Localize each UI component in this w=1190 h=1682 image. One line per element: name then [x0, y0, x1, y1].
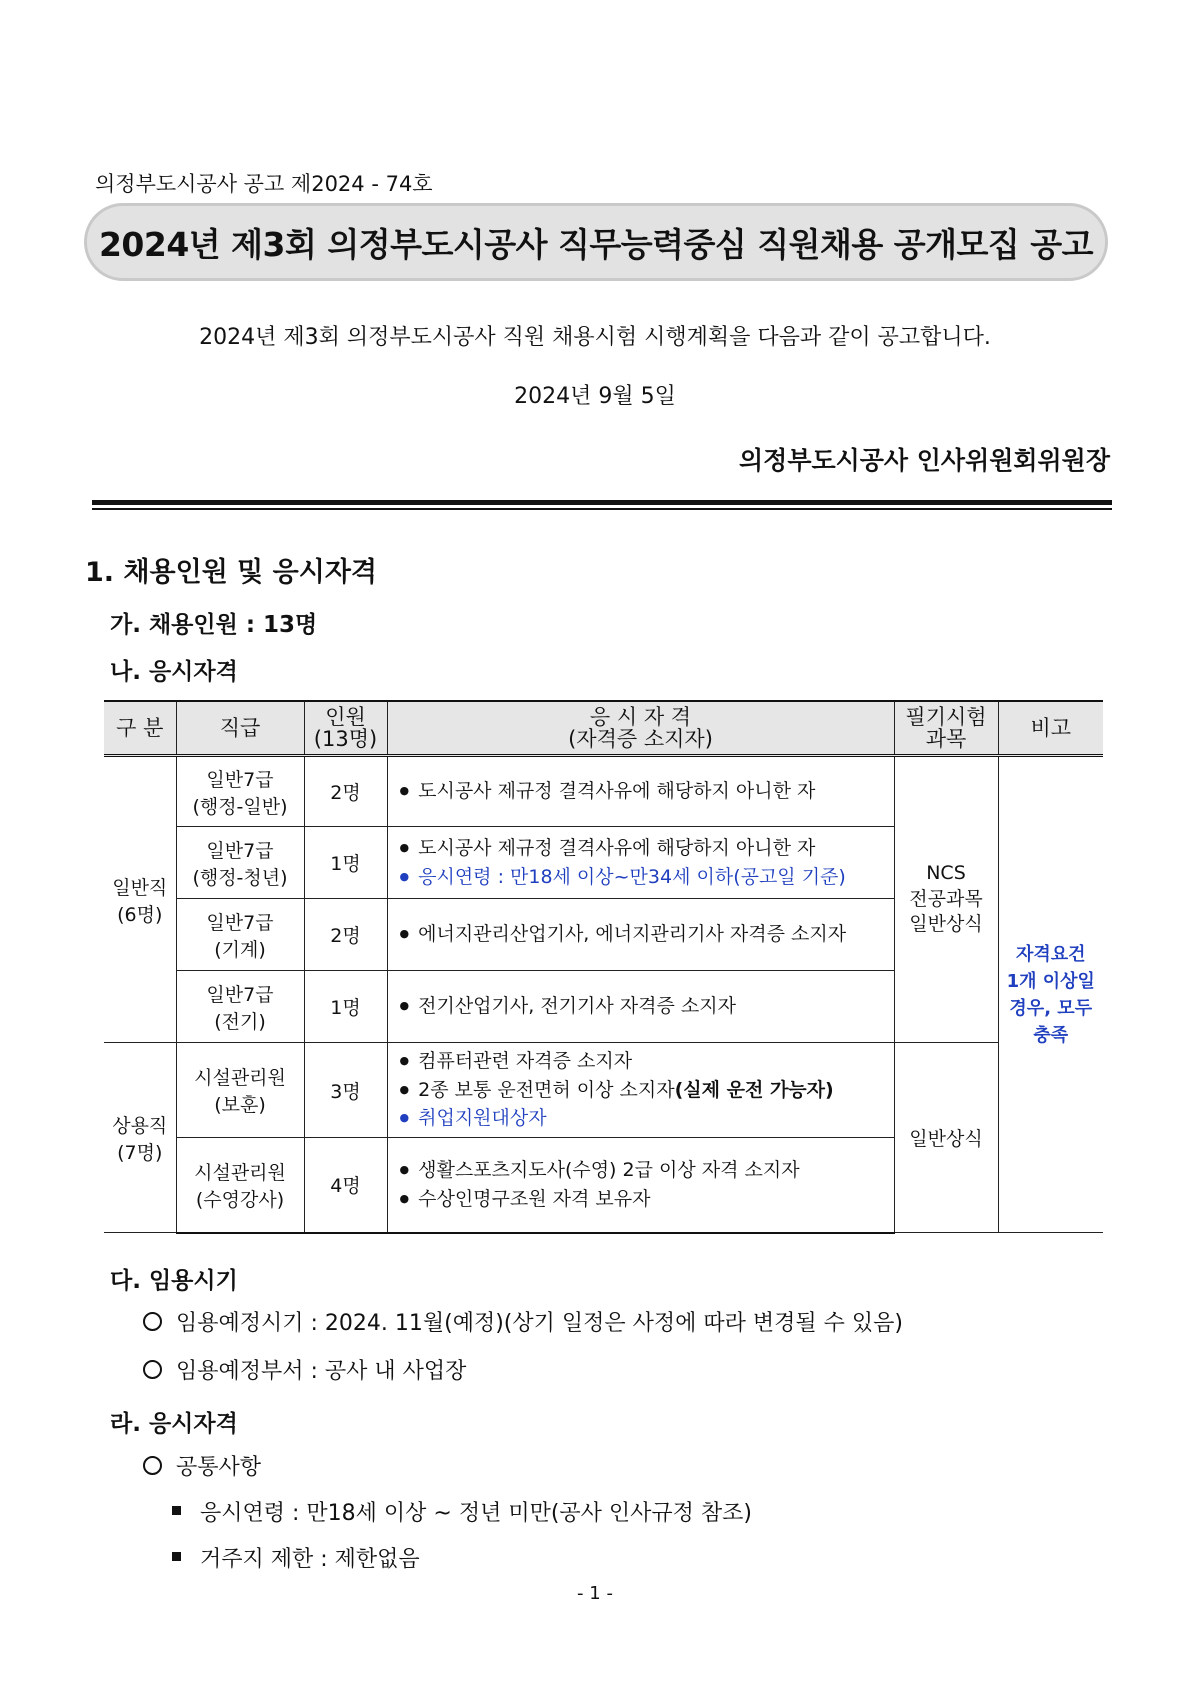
group-contract-line1: 상용직	[112, 1114, 168, 1137]
header-exam	[894, 701, 998, 756]
grade-line2: (전기)	[214, 1010, 266, 1033]
qualification-item: ● 도시공사 제규정 결격사유에 해당하지 아니한 자	[400, 777, 894, 806]
header-count	[304, 701, 387, 756]
qualification-cell	[387, 827, 894, 899]
grade-line1: 시설관리원	[194, 1161, 286, 1184]
age-requirement: 응시연령 : 만18세 이상 ~ 정년 미만(공사 인사규정 참조)	[200, 1501, 752, 1526]
circle-bullet-icon	[143, 1456, 162, 1475]
grade-line2: (행정-일반)	[192, 795, 288, 818]
notice-date: 2024년 9월 5일	[514, 384, 676, 409]
grade-cell	[176, 1138, 304, 1233]
exam-contract: 일반상식	[894, 1043, 998, 1233]
remark-line1: 자격요건	[1015, 943, 1086, 965]
grade-line1: 일반7급	[206, 983, 274, 1006]
section-na-title: 나. 응시자격	[110, 659, 238, 685]
divider-thin	[92, 508, 1112, 510]
header-qual-line1: 응 시 자 격	[589, 704, 692, 729]
grade-cell	[176, 827, 304, 899]
residence-requirement: 거주지 제한 : 제한없음	[200, 1547, 420, 1572]
common-requirements: 공통사항	[176, 1455, 262, 1480]
table-row	[104, 756, 1103, 827]
grade-line1: 일반7급	[206, 768, 274, 791]
notice-number: 의정부도시공사 공고 제2024 - 74호	[95, 172, 433, 196]
count-cell: 2명	[304, 756, 387, 827]
remark-line3: 경우, 모두	[1009, 997, 1093, 1019]
grade-line2: (행정-청년)	[192, 866, 288, 889]
section-1-title: 1. 채용인원 및 응시자격	[85, 557, 377, 588]
grade-cell	[176, 756, 304, 827]
header-exam-line1: 필기시험	[905, 704, 987, 729]
section-ra-title: 라. 응시자격	[110, 1411, 238, 1437]
count-cell: 3명	[304, 1043, 387, 1138]
qualification-cell	[387, 1043, 894, 1138]
qualification-cell	[387, 1138, 894, 1233]
license-bold-note: (실제 운전 가능자)	[674, 1078, 834, 1101]
group-general-line1: 일반직	[112, 876, 168, 899]
qualification-cell	[387, 899, 894, 971]
qualification-item-license	[400, 1076, 894, 1105]
exam-general-line3: 일반상식	[909, 913, 983, 936]
section-da-title: 다. 임용시기	[110, 1268, 238, 1294]
remark-cell	[998, 756, 1103, 1233]
grade-cell	[176, 899, 304, 971]
group-general-line2: (6명)	[117, 903, 163, 926]
header-qual-line2: (자격증 소지자)	[568, 727, 713, 751]
header-exam-line2: 과목	[925, 727, 967, 751]
header-count-line2: (13명)	[313, 727, 378, 751]
qualification-item-age: ● 응시연령 : 만18세 이상~만34세 이하(공고일 기준)	[400, 863, 894, 892]
qualification-table	[104, 700, 1103, 1234]
qualification-item: ● 수상인명구조원 자격 보유자	[400, 1185, 894, 1214]
grade-cell	[176, 971, 304, 1043]
square-bullet-icon	[172, 1552, 181, 1561]
remark-line2: 1개 이상일	[1006, 970, 1095, 992]
divider-thick	[92, 500, 1112, 505]
intro-text: 2024년 제3회 의정부도시공사 직원 채용시험 시행계획을 다음과 같이 공고합니다.	[199, 325, 991, 350]
count-cell: 4명	[304, 1138, 387, 1233]
qualification-item: ● 생활스포츠지도사(수영) 2급 이상 자격 소지자	[400, 1156, 894, 1185]
header-remark: 비고	[998, 701, 1103, 756]
appointment-department: 임용예정부서 : 공사 내 사업장	[176, 1359, 467, 1384]
qualification-cell	[387, 971, 894, 1043]
square-bullet-icon	[172, 1506, 181, 1515]
signer: 의정부도시공사 인사위원회위원장	[739, 446, 1110, 475]
remark-text	[999, 941, 1104, 1049]
group-contract	[104, 1043, 176, 1233]
count-cell: 2명	[304, 899, 387, 971]
header-count-line1: 인원	[325, 704, 366, 729]
license-text: 2종 보통 운전면허 이상 소지자	[418, 1078, 675, 1101]
qualification-item: ● 에너지관리산업기사, 에너지관리기사 자격증 소지자	[400, 920, 894, 949]
count-cell: 1명	[304, 827, 387, 899]
page-number: - 1 -	[577, 1583, 613, 1604]
header-category: 구 분	[104, 701, 176, 756]
grade-line1: 일반7급	[206, 839, 274, 862]
title-banner	[84, 203, 1108, 281]
grade-line2: (기계)	[214, 938, 266, 961]
circle-bullet-icon	[143, 1360, 162, 1379]
count-cell: 1명	[304, 971, 387, 1043]
header-grade: 직급	[176, 701, 304, 756]
appointment-timing: 임용예정시기 : 2024. 11월(예정)(상기 일정은 사정에 따라 변경될 수 있음)	[176, 1311, 903, 1336]
qualification-item: ● 도시공사 제규정 결격사유에 해당하지 아니한 자	[400, 834, 894, 863]
group-contract-line2: (7명)	[117, 1141, 163, 1164]
grade-line1: 시설관리원	[194, 1067, 286, 1089]
group-general	[104, 756, 176, 1043]
circle-bullet-icon	[143, 1312, 162, 1331]
qualification-cell	[387, 756, 894, 827]
page-title: 2024년 제3회 의정부도시공사 직무능력중심 직원채용 공개모집 공고	[98, 224, 1094, 264]
grade-line2: (보훈)	[214, 1094, 266, 1116]
qualification-item: ● 컴퓨터관련 자격증 소지자	[400, 1047, 894, 1076]
qualification-item-support: ● 취업지원대상자	[400, 1104, 894, 1133]
remark-line4: 충족	[1033, 1024, 1069, 1046]
section-ga-title: 가. 채용인원 : 13명	[110, 612, 318, 638]
table-row	[104, 1043, 1103, 1138]
exam-general	[894, 756, 998, 1043]
exam-general-line2: 전공과목	[909, 887, 983, 910]
header-qualification	[387, 701, 894, 756]
grade-line1: 일반7급	[206, 911, 274, 934]
grade-line2: (수영강사)	[195, 1188, 285, 1211]
table-header-row	[104, 701, 1103, 756]
exam-general-line1: NCS	[926, 862, 966, 885]
grade-cell	[176, 1043, 304, 1138]
qualification-item: ● 전기산업기사, 전기기사 자격증 소지자	[400, 992, 894, 1021]
